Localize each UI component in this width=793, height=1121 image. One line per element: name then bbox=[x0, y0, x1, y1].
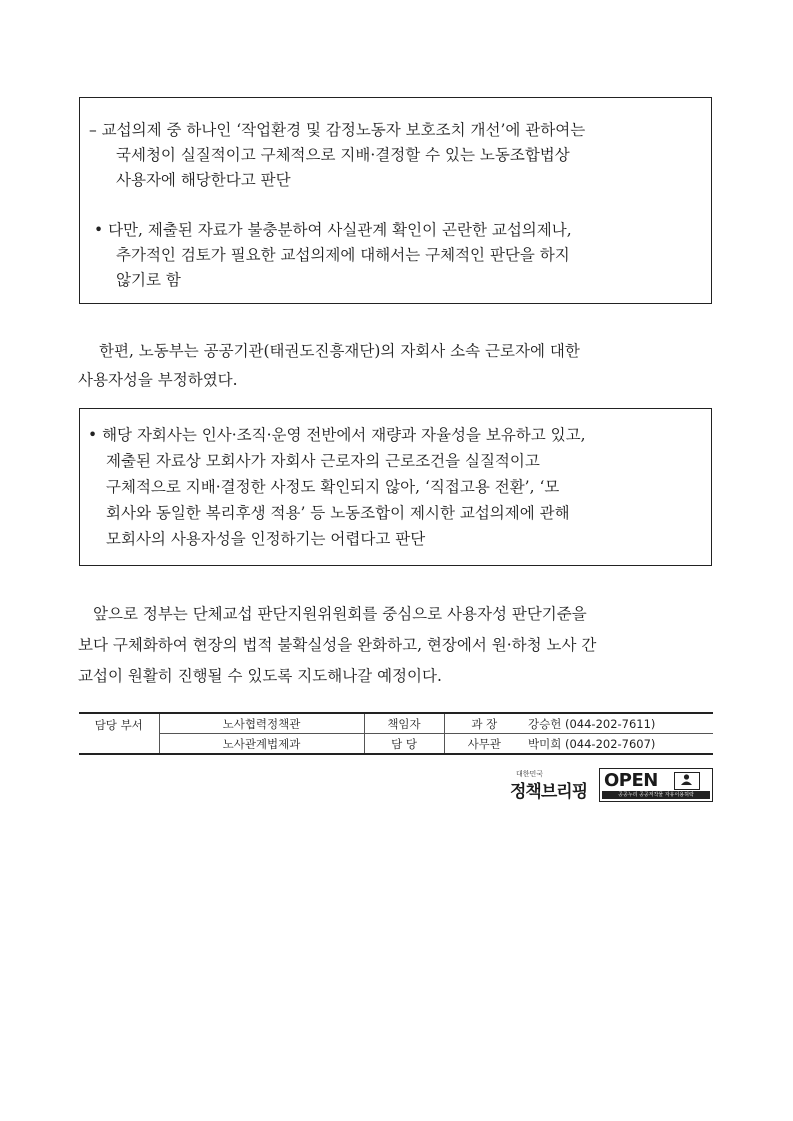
brand-small-text: 대한민국 bbox=[516, 770, 544, 778]
box2-line-3: 구체적으로 지배·결정한 사정도 확인되지 않아, ‘직접고용 전환’, ‘모 bbox=[106, 478, 560, 496]
box2-line-1: • 해당 자회사는 인사·조직·운영 전반에서 재량과 자율성을 보유하고 있고, bbox=[88, 426, 586, 444]
person-icon bbox=[675, 773, 698, 788]
para1-line-2: 사용자성을 부정하였다. bbox=[78, 371, 238, 389]
box2-line-4: 회사와 동일한 복리후생 적용’ 등 노동조합이 제시한 교섭의제에 관해 bbox=[106, 504, 570, 522]
box1-line-1: – 교섭의제 중 하나인 ‘작업환경 및 감정노동자 보호조치 개선’에 관하여는 bbox=[89, 121, 586, 139]
title-2: 사무관 bbox=[444, 734, 524, 755]
branding bbox=[509, 768, 713, 804]
contact-row-1 bbox=[79, 713, 713, 734]
open-license-badge bbox=[599, 768, 713, 802]
contact-row-2 bbox=[79, 734, 713, 755]
contact-table bbox=[79, 712, 713, 755]
dept-2: 노사관계법제과 bbox=[159, 734, 364, 755]
para2-line-3: 교섭이 원활히 진행될 수 있도록 지도해나갈 예정이다. bbox=[78, 667, 442, 685]
box1-line-5: 추가적인 검토가 필요한 교섭의제에 대해서는 구체적인 판단을 하지 bbox=[116, 246, 570, 264]
box1-line-6: 않기로 함 bbox=[116, 271, 181, 289]
summary-box-2 bbox=[79, 408, 712, 566]
open-text: OPEN bbox=[604, 770, 658, 791]
box2-line-2: 제출된 자료상 모회사가 자회사 근로자의 근로조건을 실질적이고 bbox=[106, 452, 540, 470]
summary-box-1 bbox=[79, 97, 712, 304]
box1-line-2: 국세청이 실질적이고 구체적으로 지배·결정할 수 있는 노동조합법상 bbox=[116, 146, 570, 164]
box1-line-3: 사용자에 해당한다고 판단 bbox=[116, 171, 291, 189]
policy-briefing-logo bbox=[509, 768, 595, 804]
para2-line-2: 보다 구체화하여 현장의 법적 불확실성을 완화하고, 현장에서 원·하청 노사 간 bbox=[78, 636, 597, 654]
para2-line-1: 앞으로 정부는 단체교섭 판단지원위원회를 중심으로 사용자성 판단기준을 bbox=[93, 605, 587, 623]
license-icon bbox=[674, 772, 700, 790]
person-1: 강승헌 (044-202-7611) bbox=[524, 713, 713, 734]
role-1: 책임자 bbox=[364, 713, 444, 734]
box2-line-5: 모회사의 사용자성을 인정하기는 어렵다고 판단 bbox=[106, 530, 426, 548]
brand-big-text: 정책브리핑 bbox=[510, 782, 588, 802]
person-2: 박미희 (044-202-7607) bbox=[524, 734, 713, 755]
title-1: 과 장 bbox=[444, 713, 524, 734]
dept-1: 노사협력정책관 bbox=[159, 713, 364, 734]
box1-line-4: • 다만, 제출된 자료가 불충분하여 사실관계 확인이 곤란한 교섭의제나, bbox=[94, 221, 572, 239]
para1-line-1: 한편, 노동부는 공공기관(태권도진흥재단)의 자회사 소속 근로자에 대한 bbox=[99, 342, 580, 360]
role-2: 담 당 bbox=[364, 734, 444, 755]
open-license-bar: 공공누리 공공저작물 자유이용허락 bbox=[602, 791, 710, 799]
dept-label-cell: 담당 부서 bbox=[79, 713, 159, 754]
